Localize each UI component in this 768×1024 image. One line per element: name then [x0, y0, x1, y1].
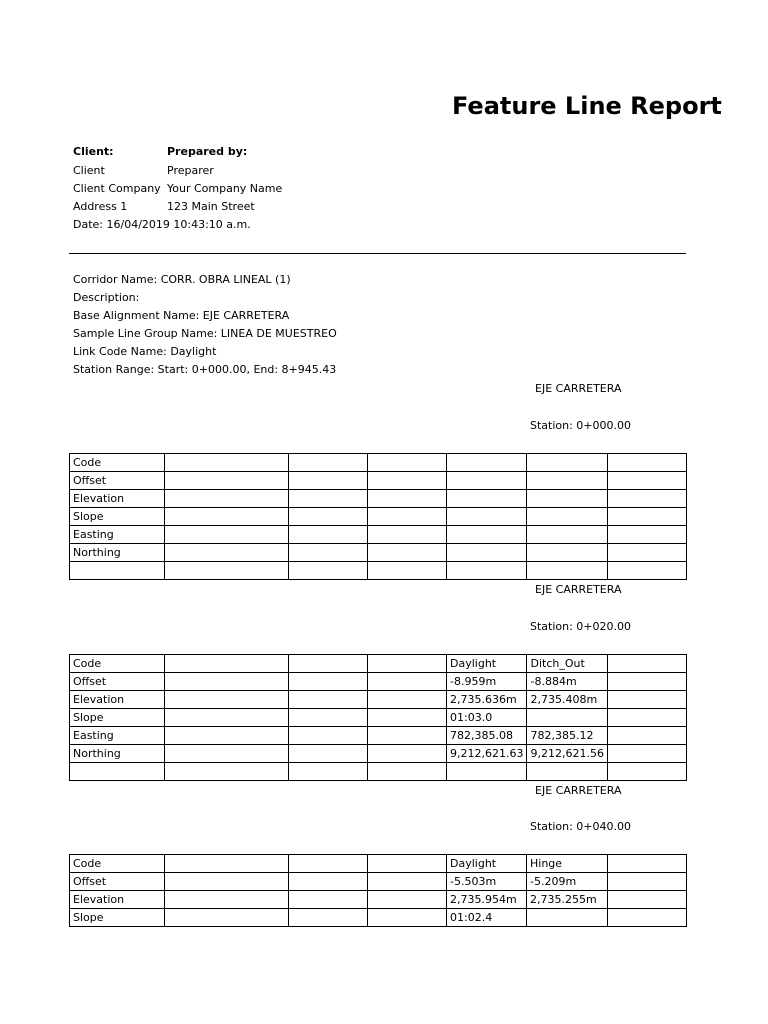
table-cell: [368, 727, 447, 745]
table-cell: [165, 873, 289, 891]
table-cell: [289, 727, 368, 745]
table-cell: [289, 763, 368, 781]
table-cell: 9,212,621.56: [527, 745, 608, 763]
table-cell: [608, 472, 687, 490]
table-cell: [368, 526, 447, 544]
table-cell: [368, 909, 447, 927]
table-cell: [368, 855, 447, 873]
table-row: [70, 763, 687, 781]
table-cell: [289, 909, 368, 927]
table-cell: [165, 673, 289, 691]
client-label: Client:: [73, 145, 114, 158]
table-cell: [165, 909, 289, 927]
header-divider: [69, 253, 686, 254]
table-cell: [527, 472, 608, 490]
page-title: Feature Line Report: [452, 92, 722, 120]
table-cell: [289, 526, 368, 544]
table-row: [70, 472, 687, 490]
section-station: Station: 0+040.00: [530, 820, 632, 833]
table-row: [70, 490, 687, 508]
table-cell: [608, 727, 687, 745]
table-cell: [368, 508, 447, 526]
table-cell: [527, 562, 608, 580]
table-cell: -8.959m: [447, 673, 527, 691]
table-cell: [608, 691, 687, 709]
row-label-cell: Offset: [70, 873, 165, 891]
row-label-cell: Elevation: [70, 691, 165, 709]
table-row: [70, 562, 687, 580]
table-cell: [165, 508, 289, 526]
table-cell: [289, 891, 368, 909]
table-cell: [165, 763, 289, 781]
table-row: [70, 526, 687, 544]
row-label-cell: Code: [70, 454, 165, 472]
table-cell: [447, 490, 527, 508]
table-cell: [165, 544, 289, 562]
row-label-cell: Code: [70, 655, 165, 673]
table-cell: [165, 526, 289, 544]
table-cell: [289, 490, 368, 508]
row-label-cell: Easting: [70, 526, 165, 544]
row-label-cell: Northing: [70, 544, 165, 562]
feature-line-table: [69, 453, 687, 580]
table-cell: [608, 454, 687, 472]
table-cell: 2,735.408m: [527, 691, 608, 709]
table-cell: [165, 655, 289, 673]
report-date: Date: 16/04/2019 10:43:10 a.m.: [73, 218, 251, 231]
row-label-cell: Elevation: [70, 490, 165, 508]
table-cell: [368, 709, 447, 727]
table-cell: -5.503m: [447, 873, 527, 891]
table-row: [70, 909, 687, 927]
table-cell: [608, 508, 687, 526]
table-cell: -5.209m: [527, 873, 608, 891]
table-cell: [368, 472, 447, 490]
table-cell: [165, 562, 289, 580]
table-cell: 782,385.12: [527, 727, 608, 745]
table-cell: [447, 454, 527, 472]
table-cell: [447, 763, 527, 781]
link-code-name: Link Code Name: Daylight: [73, 345, 217, 358]
table-row: [70, 544, 687, 562]
table-cell: [608, 745, 687, 763]
row-label-cell: Offset: [70, 673, 165, 691]
table-row: [70, 855, 687, 873]
table-cell: [165, 472, 289, 490]
table-cell: [527, 508, 608, 526]
table-cell: [527, 526, 608, 544]
table-cell: [447, 472, 527, 490]
table-cell: 782,385.08: [447, 727, 527, 745]
row-label-cell: Slope: [70, 508, 165, 526]
preparer-name: Preparer: [167, 164, 214, 177]
prepared-by-label: Prepared by:: [167, 145, 248, 158]
table-cell: [608, 891, 687, 909]
table-cell: 9,212,621.63: [447, 745, 527, 763]
section-alignment-name: EJE CARRETERA: [535, 583, 622, 596]
row-label-cell: Northing: [70, 745, 165, 763]
table-row: [70, 873, 687, 891]
table-cell: 2,735.636m: [447, 691, 527, 709]
table-cell: [289, 454, 368, 472]
table-cell: Daylight: [447, 655, 527, 673]
table-cell: [165, 727, 289, 745]
base-alignment-name: Base Alignment Name: EJE CARRETERA: [73, 309, 290, 322]
section-station: Station: 0+020.00: [530, 620, 632, 633]
feature-line-table: [69, 654, 687, 781]
description: Description:: [73, 291, 140, 304]
table-cell: -8.884m: [527, 673, 608, 691]
table-cell: [608, 855, 687, 873]
row-label-cell: Easting: [70, 727, 165, 745]
table-cell: [289, 691, 368, 709]
table-cell: [289, 508, 368, 526]
table-cell: [608, 655, 687, 673]
table-cell: [368, 763, 447, 781]
table-cell: [289, 655, 368, 673]
table-cell: [289, 873, 368, 891]
sample-line-group-name: Sample Line Group Name: LINEA DE MUESTREO: [73, 327, 337, 340]
table-row: [70, 454, 687, 472]
table-cell: [608, 490, 687, 508]
table-cell: [527, 709, 608, 727]
table-cell: 01:02.4: [447, 909, 527, 927]
table-row: [70, 745, 687, 763]
table-cell: [289, 562, 368, 580]
table-cell: [447, 508, 527, 526]
station-range: Station Range: Start: 0+000.00, End: 8+945.43: [73, 363, 337, 376]
table-cell: [368, 745, 447, 763]
row-label-cell: Code: [70, 855, 165, 873]
table-cell: Hinge: [527, 855, 608, 873]
table-row: [70, 655, 687, 673]
section-station: Station: 0+000.00: [530, 419, 632, 432]
table-cell: [447, 526, 527, 544]
table-cell: [368, 673, 447, 691]
table-cell: [289, 745, 368, 763]
table-cell: [447, 562, 527, 580]
table-cell: [165, 891, 289, 909]
table-cell: [165, 745, 289, 763]
table-cell: 01:03.0: [447, 709, 527, 727]
table-cell: [165, 855, 289, 873]
client-company: Client Company: [73, 182, 161, 195]
preparer-address: 123 Main Street: [167, 200, 255, 213]
table-cell: [368, 891, 447, 909]
table-cell: [608, 709, 687, 727]
table-cell: [368, 562, 447, 580]
table-row: [70, 727, 687, 745]
row-label-cell: Elevation: [70, 891, 165, 909]
table-row: [70, 709, 687, 727]
table-cell: 2,735.255m: [527, 891, 608, 909]
table-cell: [608, 873, 687, 891]
table-cell: [608, 562, 687, 580]
table-cell: [608, 526, 687, 544]
row-label-cell: [70, 562, 165, 580]
table-cell: [368, 873, 447, 891]
table-cell: [447, 544, 527, 562]
table-row: [70, 891, 687, 909]
table-cell: [527, 490, 608, 508]
table-cell: [527, 544, 608, 562]
table-cell: [368, 655, 447, 673]
table-row: [70, 691, 687, 709]
row-label-cell: Slope: [70, 909, 165, 927]
table-cell: [165, 709, 289, 727]
table-cell: [368, 691, 447, 709]
table-cell: [165, 454, 289, 472]
table-cell: [368, 454, 447, 472]
client-name: Client: [73, 164, 105, 177]
table-cell: [165, 490, 289, 508]
section-alignment-name: EJE CARRETERA: [535, 382, 622, 395]
table-cell: Daylight: [447, 855, 527, 873]
table-cell: [289, 544, 368, 562]
table-cell: [289, 673, 368, 691]
table-cell: [289, 855, 368, 873]
table-cell: [608, 673, 687, 691]
section-alignment-name: EJE CARRETERA: [535, 784, 622, 797]
row-label-cell: Slope: [70, 709, 165, 727]
table-cell: [289, 472, 368, 490]
table-cell: [608, 544, 687, 562]
table-cell: [289, 709, 368, 727]
table-cell: [527, 909, 608, 927]
table-cell: [368, 490, 447, 508]
corridor-name: Corridor Name: CORR. OBRA LINEAL (1): [73, 273, 291, 286]
table-cell: Ditch_Out: [527, 655, 608, 673]
preparer-company: Your Company Name: [167, 182, 283, 195]
table-cell: [608, 909, 687, 927]
row-label-cell: Offset: [70, 472, 165, 490]
table-cell: [608, 763, 687, 781]
feature-line-table: [69, 854, 687, 927]
client-address: Address 1: [73, 200, 128, 213]
table-row: [70, 673, 687, 691]
table-row: [70, 508, 687, 526]
table-cell: [527, 454, 608, 472]
table-cell: [368, 544, 447, 562]
table-cell: [165, 691, 289, 709]
table-cell: 2,735.954m: [447, 891, 527, 909]
row-label-cell: [70, 763, 165, 781]
table-cell: [527, 763, 608, 781]
